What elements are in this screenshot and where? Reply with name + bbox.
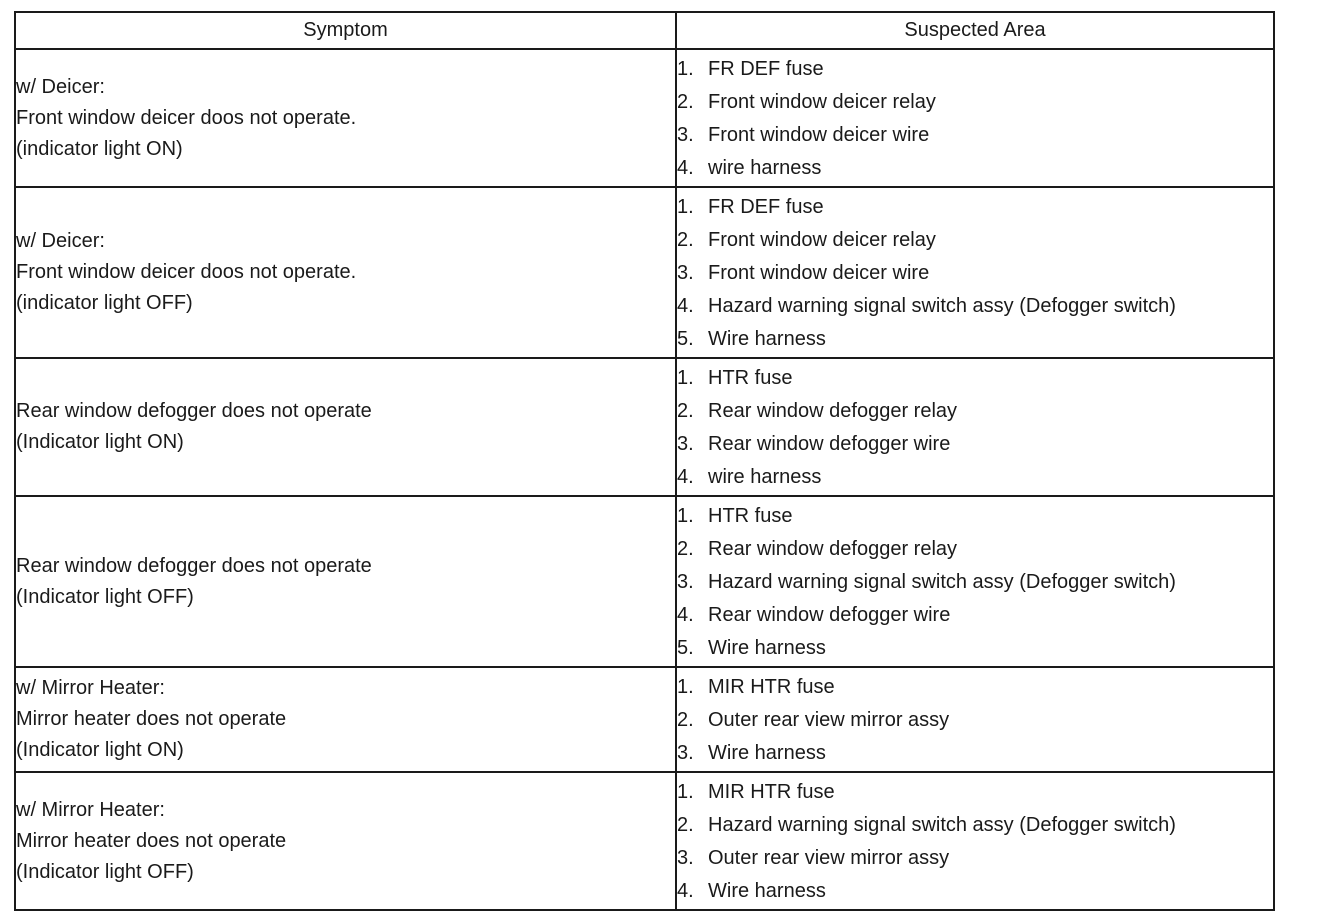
item-number: 4. <box>677 880 694 902</box>
suspected-area-cell <box>676 358 1274 496</box>
item-text: Wire harness <box>708 328 826 350</box>
item-number: 4. <box>677 604 694 626</box>
symptom-line: (indicator light OFF) <box>16 292 193 314</box>
item-number: 4. <box>677 157 694 179</box>
item-number: 2. <box>677 91 694 113</box>
item-number: 2. <box>677 709 694 731</box>
suspected-area-item <box>677 777 1273 810</box>
table-row <box>15 187 1274 358</box>
symptom-line: Mirror heater does not operate <box>16 829 287 852</box>
item-number: 1. <box>677 196 694 218</box>
item-number: 2. <box>677 814 694 836</box>
suspected-area-list <box>677 773 1273 909</box>
suspected-area-item <box>677 54 1273 87</box>
table-body <box>15 49 1274 910</box>
item-text: Rear window defogger wire <box>708 604 951 626</box>
symptom-cell <box>15 187 676 358</box>
item-number: 3. <box>677 262 694 284</box>
item-number: 1. <box>677 781 694 803</box>
item-number: 2. <box>677 400 694 422</box>
item-number: 3. <box>677 847 694 869</box>
suspected-area-list <box>677 188 1273 357</box>
symptom-cell <box>15 496 676 667</box>
symptom-line: w/ Mirror Heater: <box>16 677 165 699</box>
item-text: Rear window defogger relay <box>708 400 958 422</box>
suspected-area-cell <box>676 49 1274 187</box>
symptom-line: Rear window defogger does not operate <box>16 400 372 422</box>
item-text: Hazard warning signal switch assy (Defogger switch) <box>708 295 1176 317</box>
item-text: MIR HTR fuse <box>708 781 835 803</box>
suspected-area-item <box>677 324 1273 357</box>
header-row <box>15 12 1274 49</box>
suspected-area-item <box>677 600 1273 633</box>
item-text: Wire harness <box>708 637 826 659</box>
item-text: HTR fuse <box>708 367 793 389</box>
suspected-area-item <box>677 429 1273 462</box>
item-text: Outer rear view mirror assy <box>708 847 950 869</box>
suspected-area-cell <box>676 772 1274 910</box>
item-text: FR DEF fuse <box>708 58 824 80</box>
item-number: 1. <box>677 676 694 698</box>
suspected-area-item <box>677 633 1273 666</box>
symptom-line: (indicator light ON) <box>16 137 183 160</box>
suspected-area-item <box>677 396 1273 429</box>
suspected-area-item <box>677 567 1273 600</box>
suspected-area-list <box>677 50 1273 186</box>
item-number: 4. <box>677 466 694 488</box>
symptom-line: w/ Deicer: <box>16 75 105 98</box>
item-number: 2. <box>677 229 694 251</box>
suspected-area-item <box>677 291 1273 324</box>
symptom-cell <box>15 358 676 496</box>
suspected-area-item <box>677 225 1273 258</box>
troubleshooting-table <box>14 11 1275 911</box>
symptom-line: (Indicator light ON) <box>16 739 184 761</box>
symptom-column-header: Symptom <box>15 12 676 49</box>
item-number: 1. <box>677 367 694 389</box>
symptom-line: Rear window defogger does not operate <box>16 554 372 577</box>
suspected-area-item <box>677 810 1273 843</box>
item-text: MIR HTR fuse <box>708 676 835 698</box>
suspected-area-list <box>677 668 1273 771</box>
item-number: 3. <box>677 124 694 146</box>
symptom-line: Mirror heater does not operate <box>16 708 287 730</box>
suspected-area-list <box>677 359 1273 495</box>
symptom-line: (Indicator light OFF) <box>16 585 194 608</box>
symptom-line: (Indicator light ON) <box>16 431 184 453</box>
suspected-area-item <box>677 843 1273 876</box>
item-text: Outer rear view mirror assy <box>708 709 950 731</box>
item-text: Front window deicer relay <box>708 229 936 251</box>
item-number: 3. <box>677 742 694 764</box>
table-row <box>15 49 1274 187</box>
symptom-line: (Indicator light OFF) <box>16 860 194 883</box>
suspected-area-item <box>677 87 1273 120</box>
item-text: Front window deicer wire <box>708 124 930 146</box>
item-text: Rear window defogger relay <box>708 538 958 560</box>
table-row <box>15 358 1274 496</box>
item-text: Front window deicer relay <box>708 91 936 113</box>
suspected-area-item <box>677 363 1273 396</box>
suspected-area-item <box>677 153 1273 186</box>
item-text: HTR fuse <box>708 505 793 527</box>
item-text: FR DEF fuse <box>708 196 824 218</box>
suspected-area-item <box>677 876 1273 909</box>
suspected-area-cell <box>676 667 1274 772</box>
suspected-area-column-header: Suspected Area <box>676 12 1274 49</box>
item-number: 4. <box>677 295 694 317</box>
item-number: 5. <box>677 328 694 350</box>
suspected-area-item <box>677 672 1273 705</box>
item-text: Wire harness <box>708 880 826 902</box>
symptom-line: w/ Deicer: <box>16 230 105 252</box>
suspected-area-item <box>677 738 1273 771</box>
suspected-area-item <box>677 120 1273 153</box>
suspected-area-item <box>677 258 1273 291</box>
table-row <box>15 667 1274 772</box>
suspected-area-item <box>677 534 1273 567</box>
item-number: 1. <box>677 58 694 80</box>
item-number: 3. <box>677 433 694 455</box>
item-text: wire harness <box>708 466 822 488</box>
suspected-area-cell <box>676 496 1274 667</box>
symptom-line: w/ Mirror Heater: <box>16 798 165 821</box>
symptom-cell <box>15 772 676 910</box>
suspected-area-item <box>677 705 1273 738</box>
item-text: Hazard warning signal switch assy (Defogger switch) <box>708 571 1176 593</box>
symptom-cell <box>15 49 676 187</box>
symptom-line: Front window deicer doos not operate. <box>16 106 357 129</box>
item-number: 1. <box>677 505 694 527</box>
item-text: Rear window defogger wire <box>708 433 951 455</box>
item-text: Front window deicer wire <box>708 262 930 284</box>
suspected-area-item <box>677 462 1273 495</box>
symptom-cell <box>15 667 676 772</box>
item-number: 5. <box>677 637 694 659</box>
table-row <box>15 496 1274 667</box>
table-row <box>15 772 1274 910</box>
item-number: 3. <box>677 571 694 593</box>
suspected-area-item <box>677 501 1273 534</box>
item-text: wire harness <box>708 157 822 179</box>
item-text: Hazard warning signal switch assy (Defogger switch) <box>708 814 1176 836</box>
suspected-area-list <box>677 497 1273 666</box>
symptom-line: Front window deicer doos not operate. <box>16 261 357 283</box>
suspected-area-cell <box>676 187 1274 358</box>
suspected-area-item <box>677 192 1273 225</box>
item-number: 2. <box>677 538 694 560</box>
item-text: Wire harness <box>708 742 826 764</box>
